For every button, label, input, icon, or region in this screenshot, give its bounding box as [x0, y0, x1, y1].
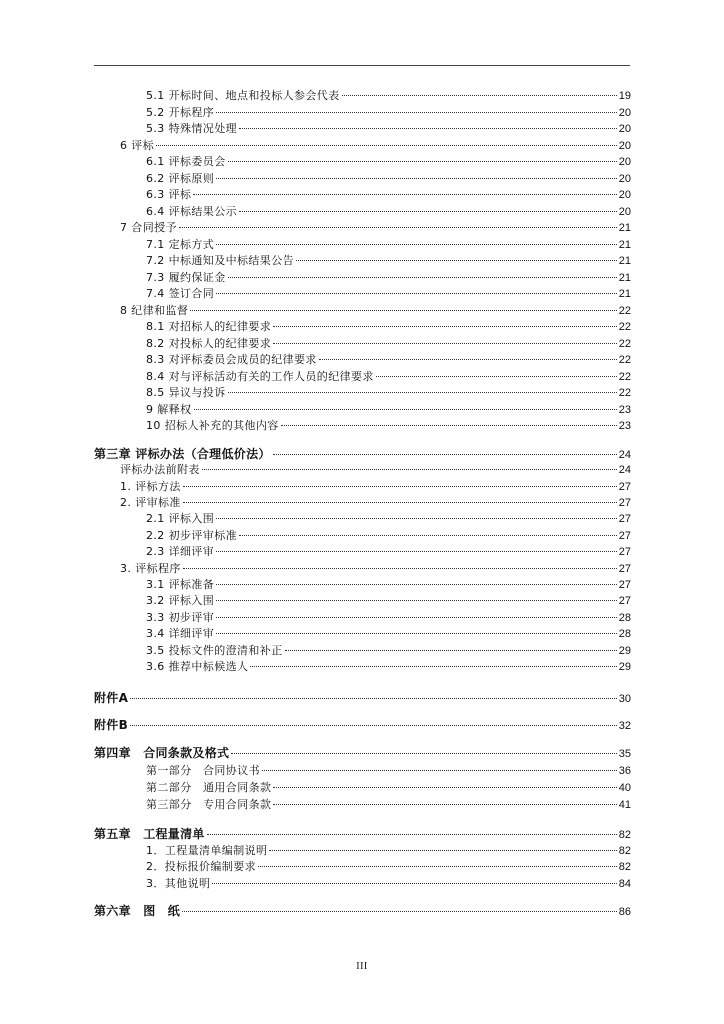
toc-entry[interactable]	[146, 154, 631, 170]
toc-entry[interactable]	[146, 763, 631, 779]
toc-dot-leader	[273, 343, 617, 344]
toc-entry-page: 20	[618, 206, 631, 218]
toc-entry[interactable]	[146, 859, 631, 875]
toc-dot-leader	[193, 194, 616, 195]
toc-entry-title: 1. 评标方法	[120, 480, 181, 493]
toc-entry-page: 21	[618, 288, 631, 300]
toc-entry[interactable]	[120, 138, 631, 154]
toc-entry-title: 3．其他说明	[146, 877, 211, 890]
toc-dot-leader	[190, 310, 616, 311]
toc-entry-page: 20	[618, 123, 631, 135]
toc-entry-page: 40	[618, 782, 631, 794]
toc-entry-page: 29	[618, 645, 631, 657]
toc-entry[interactable]	[146, 593, 631, 609]
toc-entry-title: 3.4 详细评审	[146, 627, 215, 640]
toc-chapter-entry[interactable]	[94, 745, 631, 761]
toc-dot-leader	[183, 502, 617, 503]
toc-dot-leader	[285, 650, 617, 651]
toc-entry[interactable]	[146, 286, 631, 302]
toc-entry[interactable]	[146, 336, 631, 352]
toc-dot-leader	[239, 128, 617, 129]
toc-entry[interactable]	[146, 121, 631, 137]
toc-entry-title: 第三部分 专用合同条款	[146, 798, 272, 811]
toc-entry-title: 2. 评审标准	[120, 496, 181, 509]
toc-dot-leader	[194, 409, 617, 410]
toc-entry-page: 82	[618, 845, 631, 857]
toc-entry-page: 19	[618, 90, 631, 102]
toc-entry-page: 27	[618, 546, 631, 558]
toc-entry-title: 评标办法前附表	[120, 463, 200, 476]
toc-dot-leader	[296, 260, 617, 261]
toc-entry-page: 23	[618, 404, 631, 416]
toc-entry-page: 86	[618, 906, 631, 918]
toc-entry-title: 2．投标报价编制要求	[146, 860, 256, 873]
toc-entry-page: 27	[618, 513, 631, 525]
toc-dot-leader	[156, 145, 617, 146]
toc-chapter-entry[interactable]	[94, 826, 631, 842]
toc-dot-leader	[183, 486, 617, 487]
toc-entry-title: 6.1 评标委员会	[146, 155, 226, 168]
toc-entry-title: 附件B	[94, 718, 129, 732]
toc-entry-page: 22	[618, 305, 631, 317]
toc-entry-title: 6.4 评标结果公示	[146, 205, 237, 218]
toc-entry-title: 6.2 评标原则	[146, 172, 215, 185]
toc-entry[interactable]	[146, 270, 631, 286]
toc-entry-page: 32	[618, 720, 631, 732]
toc-entry[interactable]	[146, 780, 631, 796]
toc-entry[interactable]	[146, 402, 631, 418]
toc-dot-leader	[212, 883, 616, 884]
toc-entry-title: 8.4 对与评标活动有关的工作人员的纪律要求	[146, 370, 374, 383]
toc-entry-title: 第三章 评标办法（合理低价法）	[94, 447, 271, 461]
toc-entry[interactable]	[146, 876, 631, 892]
toc-entry[interactable]	[146, 528, 631, 544]
toc-dot-leader	[216, 600, 617, 601]
toc-dot-leader	[228, 392, 617, 393]
toc-dot-leader	[202, 469, 617, 470]
toc-dot-leader	[228, 161, 617, 162]
toc-entry[interactable]	[146, 171, 631, 187]
toc-entry-title: 7.1 定标方式	[146, 238, 215, 251]
toc-dot-leader	[239, 535, 617, 536]
toc-dot-leader	[216, 617, 617, 618]
toc-entry-title: 3.6 推荐中标候选人	[146, 660, 249, 673]
toc-dot-leader	[130, 725, 617, 726]
toc-entry-page: 27	[618, 579, 631, 591]
toc-entry-page: 82	[618, 861, 631, 873]
toc-dot-leader	[281, 425, 617, 426]
toc-dot-leader	[250, 666, 616, 667]
toc-entry[interactable]	[146, 577, 631, 593]
toc-entry[interactable]	[146, 797, 631, 813]
toc-entry[interactable]	[120, 220, 631, 236]
toc-dot-leader	[273, 454, 617, 455]
toc-entry-page: 23	[618, 420, 631, 432]
toc-entry-page: 24	[618, 464, 631, 476]
toc-entry-title: 3.5 投标文件的澄清和补正	[146, 644, 283, 657]
toc-entry-page: 27	[618, 530, 631, 542]
toc-chapter-entry[interactable]	[94, 690, 631, 706]
toc-entry-title: 3.1 评标准备	[146, 578, 215, 591]
toc-entry-page: 20	[618, 189, 631, 201]
toc-entry-page: 28	[618, 628, 631, 640]
toc-entry[interactable]	[146, 544, 631, 560]
toc-entry-page: 21	[618, 222, 631, 234]
toc-entry-page: 30	[618, 693, 631, 705]
toc-entry[interactable]	[146, 88, 631, 104]
toc-entry-page: 20	[618, 156, 631, 168]
toc-entry[interactable]	[146, 511, 631, 527]
toc-dot-leader	[319, 359, 617, 360]
toc-dot-leader	[216, 112, 617, 113]
toc-entry[interactable]	[120, 479, 631, 495]
toc-entry-page: 29	[618, 661, 631, 673]
toc-entry[interactable]	[146, 204, 631, 220]
toc-dot-leader	[273, 326, 617, 327]
toc-entry-title: 第六章 图 纸	[94, 904, 181, 918]
toc-dot-leader	[216, 244, 617, 245]
toc-entry-page: 20	[618, 107, 631, 119]
toc-entry-page: 20	[618, 173, 631, 185]
toc-entry-page: 21	[618, 255, 631, 267]
toc-entry[interactable]	[146, 626, 631, 642]
toc-dot-leader	[216, 293, 617, 294]
toc-dot-leader	[216, 584, 617, 585]
toc-entry-page: 22	[618, 387, 631, 399]
toc-entry-title: 7.4 签订合同	[146, 287, 215, 300]
toc-dot-leader	[179, 227, 617, 228]
toc-entry-title: 2.2 初步评审标准	[146, 529, 237, 542]
toc-dot-leader	[239, 211, 617, 212]
toc-entry-title: 8.3 对评标委员会成员的纪律要求	[146, 353, 317, 366]
toc-entry-page: 27	[618, 497, 631, 509]
toc-dot-leader	[183, 568, 617, 569]
toc-entry-title: 5.3 特殊情况处理	[146, 122, 237, 135]
toc-entry[interactable]	[146, 187, 631, 203]
toc-entry-title: 7.2 中标通知及中标结果公告	[146, 254, 294, 267]
toc-entry-page: 22	[618, 354, 631, 366]
toc-dot-leader	[207, 834, 617, 835]
toc-dot-leader	[216, 178, 617, 179]
toc-entry-title: 9 解释权	[146, 403, 192, 416]
toc-entry-title: 8.5 异议与投诉	[146, 386, 226, 399]
toc-dot-leader	[273, 804, 616, 805]
toc-entry[interactable]	[146, 418, 631, 434]
toc-entry[interactable]	[120, 495, 631, 511]
toc-dot-leader	[216, 518, 617, 519]
toc-entry-title: 第二部分 通用合同条款	[146, 781, 272, 794]
toc-entry-title: 6.3 评标	[146, 188, 192, 201]
toc-entry-page: 41	[618, 799, 631, 811]
toc-entry[interactable]	[146, 643, 631, 659]
toc-dot-leader	[130, 698, 617, 699]
toc-entry[interactable]	[146, 610, 631, 626]
toc-entry[interactable]	[146, 105, 631, 121]
toc-entry-title: 附件A	[94, 691, 129, 705]
toc-entry[interactable]	[146, 237, 631, 253]
toc-entry-title: 3.2 评标入围	[146, 594, 215, 607]
toc-entry-page: 21	[618, 272, 631, 284]
toc-entry-page: 24	[618, 449, 631, 461]
toc-entry-page: 84	[618, 878, 631, 890]
toc-entry-title: 3. 评标程序	[120, 562, 181, 575]
toc-dot-leader	[376, 376, 617, 377]
toc-entry[interactable]	[146, 369, 631, 385]
toc-entry[interactable]	[146, 319, 631, 335]
toc-entry-title: 6 评标	[120, 139, 155, 152]
toc-entry-page: 27	[618, 563, 631, 575]
toc-entry-page: 21	[618, 239, 631, 251]
toc-entry-title: 5.2 开标程序	[146, 106, 215, 119]
toc-dot-leader	[182, 911, 617, 912]
toc-entry-title: 7.3 履约保证金	[146, 271, 226, 284]
toc-chapter-entry[interactable]	[94, 903, 631, 919]
toc-entry[interactable]	[120, 561, 631, 577]
toc-dot-leader	[258, 866, 617, 867]
toc-entry-page: 36	[618, 765, 631, 777]
toc-entry-title: 8 纪律和监督	[120, 304, 189, 317]
toc-entry-title: 1．工程量清单编制说明	[146, 844, 268, 857]
toc-entry-title: 5.1 开标时间、地点和投标人参会代表	[146, 89, 340, 102]
toc-entry-title: 8.2 对投标人的纪律要求	[146, 337, 272, 350]
toc-entry-title: 第四章 合同条款及格式	[94, 746, 230, 760]
toc-entry-page: 35	[618, 748, 631, 760]
toc-entry-page: 27	[618, 481, 631, 493]
toc-entry-page: 22	[618, 371, 631, 383]
toc-entry-page: 82	[618, 829, 631, 841]
toc-entry[interactable]	[146, 352, 631, 368]
toc-entry[interactable]	[146, 385, 631, 401]
toc-chapter-entry[interactable]	[94, 446, 631, 462]
toc-chapter-entry[interactable]	[94, 717, 631, 733]
toc-entry-page: 22	[618, 321, 631, 333]
toc-dot-leader	[262, 770, 617, 771]
toc-entry-page: 20	[618, 140, 631, 152]
toc-entry-page: 28	[618, 612, 631, 624]
page-number: III	[356, 961, 368, 972]
toc-entry-title: 第五章 工程量清单	[94, 827, 205, 841]
toc-entry-title: 8.1 对招标人的纪律要求	[146, 320, 272, 333]
toc-entry-title: 第一部分 合同协议书	[146, 764, 260, 777]
toc-entry-title: 3.3 初步评审	[146, 611, 215, 624]
toc-entry[interactable]	[146, 659, 631, 675]
toc-dot-leader	[216, 551, 617, 552]
toc-entry[interactable]	[120, 462, 631, 478]
toc-dot-leader	[342, 95, 617, 96]
toc-entry[interactable]	[146, 843, 631, 859]
toc-entry[interactable]	[120, 303, 631, 319]
toc-entry-title: 2.1 评标入围	[146, 512, 215, 525]
toc-entry-title: 7 合同授予	[120, 221, 177, 234]
toc-entry-title: 10 招标人补充的其他内容	[146, 419, 279, 432]
toc-dot-leader	[273, 787, 616, 788]
toc-dot-leader	[216, 633, 617, 634]
toc-dot-leader	[228, 277, 617, 278]
toc-entry[interactable]	[146, 253, 631, 269]
toc-entry-title: 2.3 详细评审	[146, 545, 215, 558]
toc-dot-leader	[269, 850, 616, 851]
toc-entry-page: 27	[618, 595, 631, 607]
toc-entry-page: 22	[618, 338, 631, 350]
toc-dot-leader	[231, 753, 616, 754]
